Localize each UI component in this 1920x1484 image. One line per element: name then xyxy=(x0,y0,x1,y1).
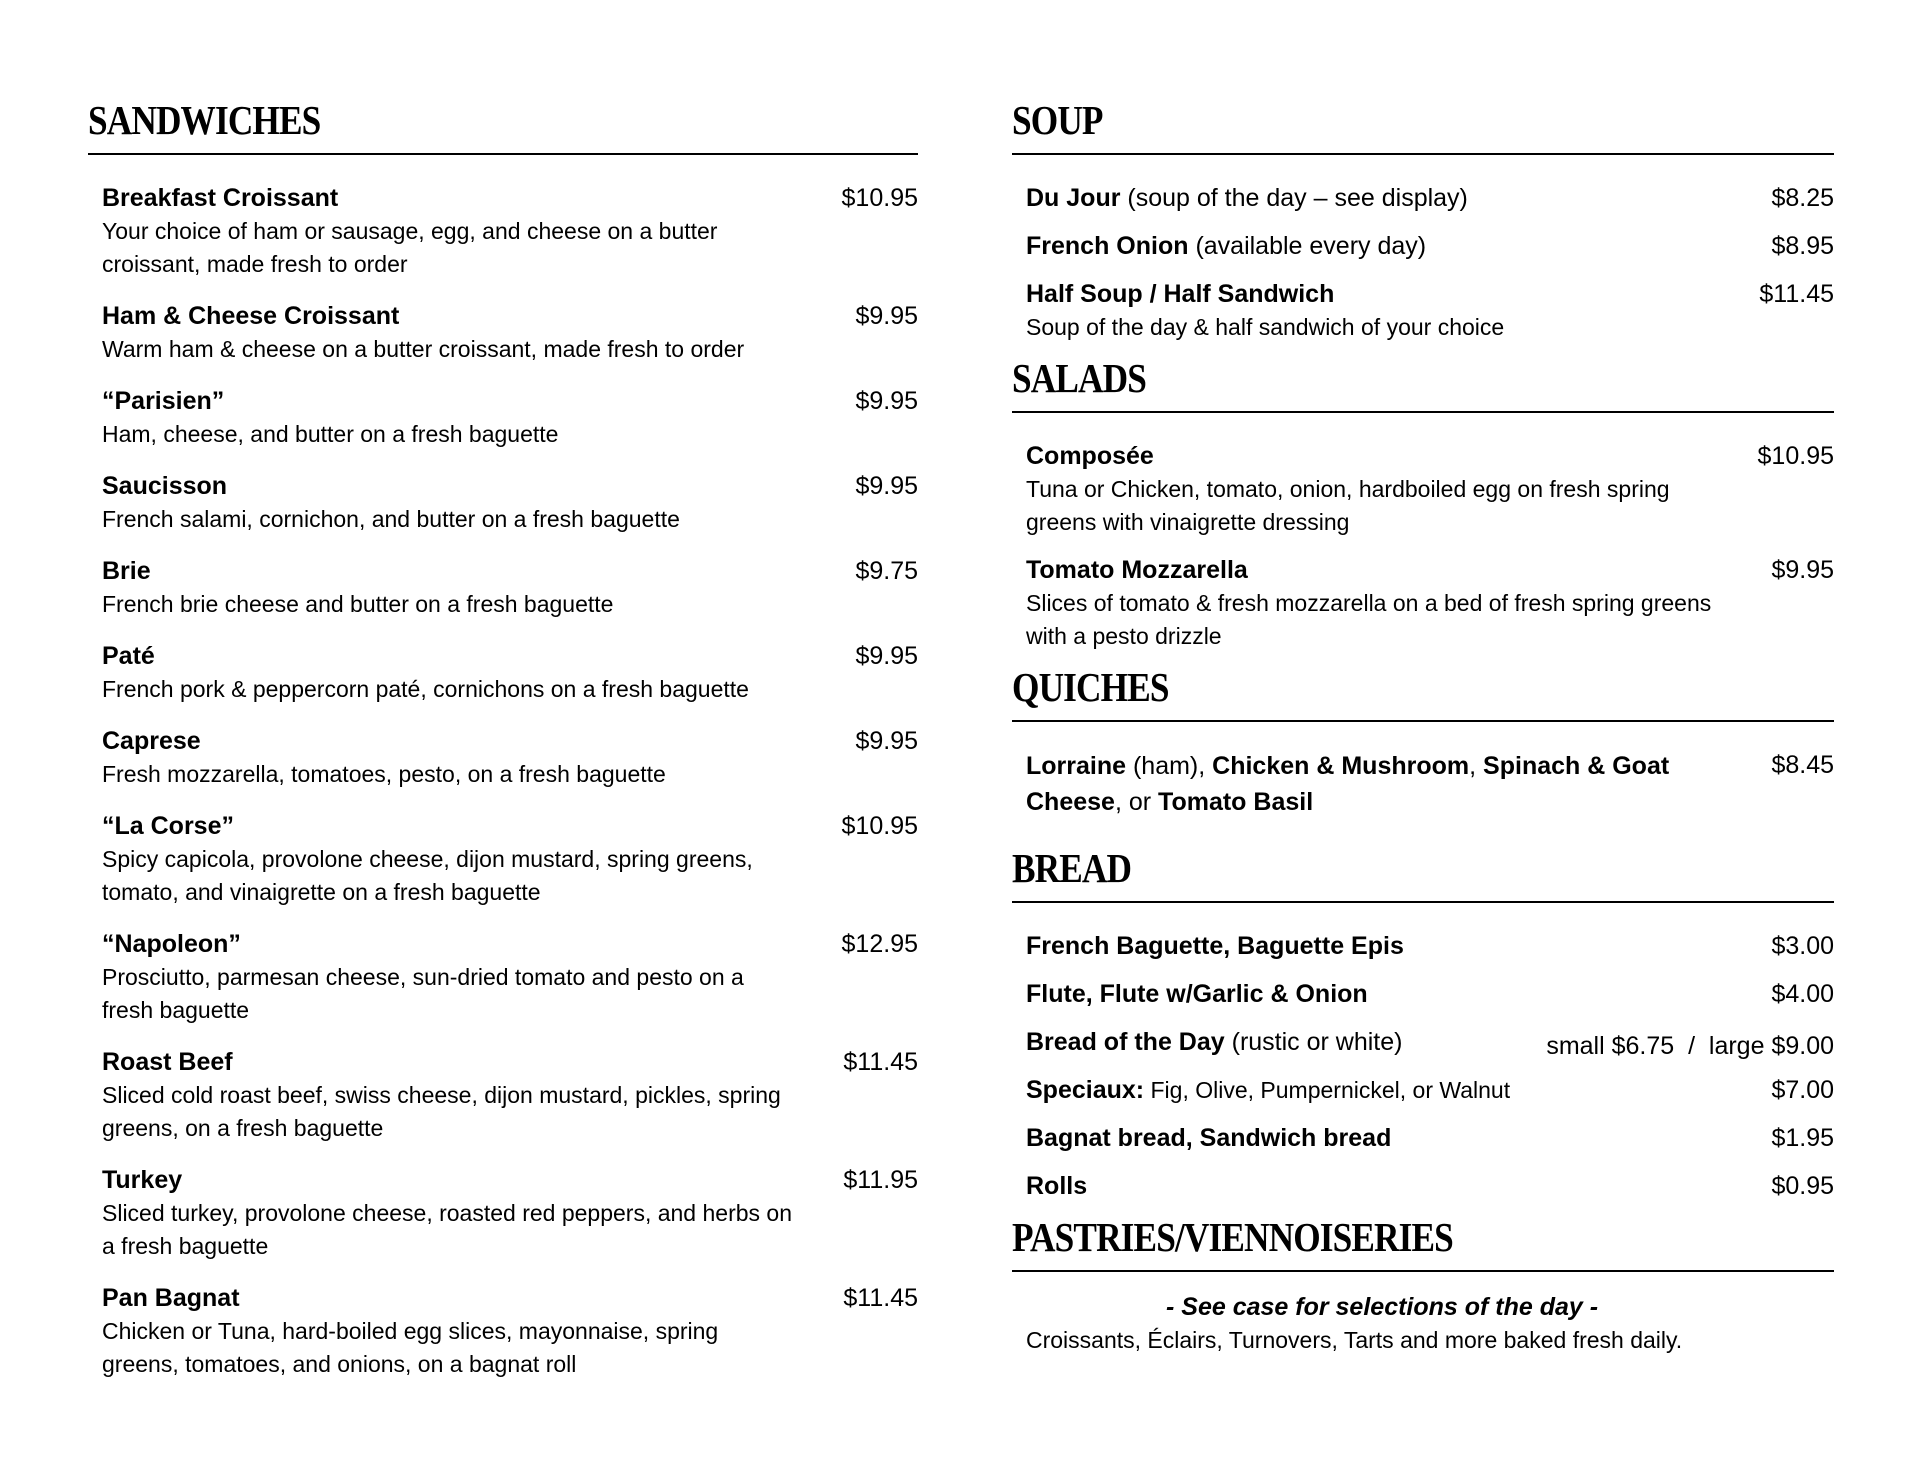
menu-item xyxy=(1012,1025,1834,1059)
item-description: Your choice of ham or sausage, egg, and cheese on a butter croissant, made fresh to order xyxy=(102,218,718,277)
item-description: French salami, cornichon, and butter on a fresh baguette xyxy=(102,506,680,532)
item-name: Flute, Flute w/Garlic & Onion xyxy=(1026,980,1368,1008)
item-description: Spicy capicola, provolone cheese, dijon mustard, spring greens, tomato, and vinaigrette on a fresh baguette xyxy=(102,846,753,905)
item-name: Rolls xyxy=(1026,1172,1088,1200)
item-description: Slices of tomato & fresh mozzarella on a bed of fresh spring greens with a pesto drizzle xyxy=(1026,590,1712,649)
item-price: $11.45 xyxy=(843,1048,918,1076)
item-name: Bagnat bread, Sandwich bread xyxy=(1026,1124,1392,1152)
item-price: $9.95 xyxy=(855,727,918,755)
item-description: Chicken or Tuna, hard-boiled egg slices, mayonnaise, spring greens, tomatoes, and onions, on a bagnat roll xyxy=(102,1318,719,1377)
menu-item xyxy=(1012,277,1834,344)
item-name: Saucisson xyxy=(102,472,228,500)
menu-item xyxy=(88,299,918,366)
divider xyxy=(1012,153,1834,155)
item-price: $8.45 xyxy=(1771,751,1834,779)
item-name: Lorraine (ham), Chicken & Mushroom, Spinach & Goat Cheese, or Tomato Basil xyxy=(1026,752,1670,816)
menu-item xyxy=(88,927,918,1027)
menu-item xyxy=(1012,1121,1834,1155)
divider xyxy=(88,153,918,155)
item-name: Speciaux: Fig, Olive, Pumpernickel, or Walnut xyxy=(1026,1076,1511,1104)
item-name: Paté xyxy=(102,642,155,670)
menu-item xyxy=(88,469,918,536)
item-price: $11.95 xyxy=(843,1166,918,1194)
item-name: Pan Bagnat xyxy=(102,1284,240,1312)
item-name: Composée xyxy=(1026,442,1154,470)
menu-item xyxy=(1012,748,1834,820)
item-name: Caprese xyxy=(102,727,201,755)
item-name: “Parisien” xyxy=(102,387,225,415)
section-title-sandwiches: SANDWICHES xyxy=(88,97,321,143)
item-price: $12.95 xyxy=(841,930,918,958)
item-description: Tuna or Chicken, tomato, onion, hardboiled egg on fresh spring greens with vinaigrette dressing xyxy=(1026,476,1670,535)
item-price: $11.45 xyxy=(1759,280,1834,308)
menu-item xyxy=(88,639,918,706)
menu-item xyxy=(1012,1169,1834,1203)
item-price: $3.00 xyxy=(1771,932,1834,960)
item-name: Roast Beef xyxy=(102,1048,233,1076)
menu-item xyxy=(88,1163,918,1263)
item-price: $9.95 xyxy=(855,472,918,500)
menu-item xyxy=(88,724,918,791)
item-price: $7.00 xyxy=(1771,1076,1834,1104)
item-name: Du Jour (soup of the day – see display) xyxy=(1026,184,1468,212)
item-name: French Baguette, Baguette Epis xyxy=(1026,932,1404,960)
item-price: $10.95 xyxy=(1757,442,1834,470)
item-description: French pork & peppercorn paté, cornichons on a fresh baguette xyxy=(102,676,749,702)
menu-item xyxy=(1012,439,1834,539)
item-price: $8.25 xyxy=(1771,184,1834,212)
item-name: Tomato Mozzarella xyxy=(1026,556,1248,584)
section-title-quiches: QUICHES xyxy=(1012,664,1169,710)
item-name: Brie xyxy=(102,557,151,585)
menu-item xyxy=(1012,1073,1834,1107)
item-description: Fresh mozzarella, tomatoes, pesto, on a fresh baguette xyxy=(102,761,666,787)
menu-item xyxy=(1012,977,1834,1011)
item-description: Sliced turkey, provolone cheese, roasted red peppers, and herbs on a fresh baguette xyxy=(102,1200,792,1259)
item-description: Sliced cold roast beef, swiss cheese, dijon mustard, pickles, spring greens, on a fresh baguette xyxy=(102,1082,781,1141)
item-price: $9.95 xyxy=(855,642,918,670)
menu-item xyxy=(88,1045,918,1145)
item-price: $10.95 xyxy=(841,184,918,212)
item-description: Ham, cheese, and butter on a fresh baguette xyxy=(102,421,559,447)
item-description: French brie cheese and butter on a fresh baguette xyxy=(102,591,614,617)
divider xyxy=(1012,411,1834,413)
menu-item xyxy=(88,809,918,909)
menu-item xyxy=(1012,229,1834,263)
divider xyxy=(1012,901,1834,903)
menu-item xyxy=(88,554,918,621)
item-price: $9.95 xyxy=(1771,556,1834,584)
menu-item xyxy=(1012,181,1834,215)
item-price: $11.45 xyxy=(843,1284,918,1312)
item-price: $1.95 xyxy=(1771,1124,1834,1152)
pastries-block xyxy=(1012,1290,1834,1357)
divider xyxy=(1012,720,1834,722)
menu-item xyxy=(88,384,918,451)
item-name: Half Soup / Half Sandwich xyxy=(1026,280,1335,308)
right-column xyxy=(1012,97,1834,1357)
item-price: $9.95 xyxy=(855,387,918,415)
item-price: $10.95 xyxy=(841,812,918,840)
section-title-soup: SOUP xyxy=(1012,97,1103,143)
item-name: “Napoleon” xyxy=(102,930,241,958)
item-name: “La Corse” xyxy=(102,812,234,840)
section-title-salads: SALADS xyxy=(1012,355,1146,401)
item-name: Breakfast Croissant xyxy=(102,184,339,212)
item-price: small $6.75 / large $9.00 xyxy=(1546,1032,1834,1060)
menu-item xyxy=(88,181,918,281)
item-name: Bread of the Day (rustic or white) xyxy=(1026,1028,1403,1056)
item-description: Warm ham & cheese on a butter croissant, made fresh to order xyxy=(102,336,745,362)
item-name: Turkey xyxy=(102,1166,183,1194)
section-title-pastries: PASTRIES/VIENNOISERIES xyxy=(1012,1214,1453,1260)
section-title-bread: BREAD xyxy=(1012,845,1132,891)
menu-item xyxy=(88,1281,918,1381)
pastries-description: Croissants, Éclairs, Turnovers, Tarts and more baked fresh daily. xyxy=(1026,1327,1683,1353)
item-price: $9.95 xyxy=(855,302,918,330)
item-description: Prosciutto, parmesan cheese, sun-dried tomato and pesto on a fresh baguette xyxy=(102,964,744,1023)
menu-item xyxy=(1012,929,1834,963)
item-description: Soup of the day & half sandwich of your choice xyxy=(1026,314,1505,340)
sandwiches-column xyxy=(88,97,918,1399)
item-name: Ham & Cheese Croissant xyxy=(102,302,400,330)
pastries-note: - See case for selections of the day - xyxy=(1166,1293,1599,1321)
divider xyxy=(1012,1270,1834,1272)
item-price: $4.00 xyxy=(1771,980,1834,1008)
item-price: $8.95 xyxy=(1771,232,1834,260)
menu-item xyxy=(1012,553,1834,653)
item-price: $0.95 xyxy=(1771,1172,1834,1200)
item-price: $9.75 xyxy=(855,557,918,585)
item-name: French Onion (available every day) xyxy=(1026,232,1427,260)
